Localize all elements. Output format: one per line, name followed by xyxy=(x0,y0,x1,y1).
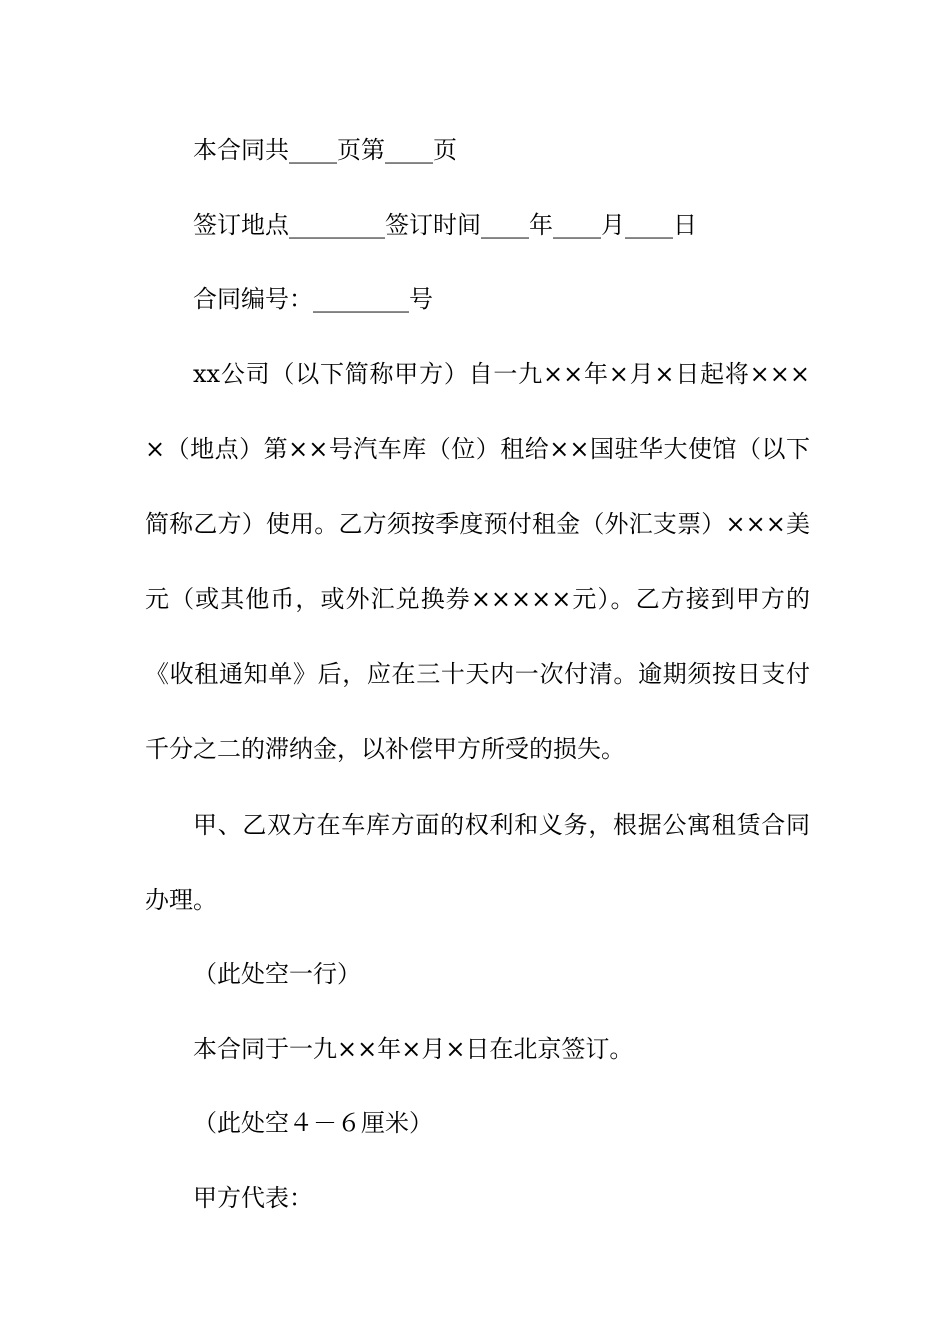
contract-number-line: 合同编号：________号 xyxy=(193,285,433,313)
party-a-representative-label: 甲方代表： xyxy=(193,1184,313,1212)
signing-date-line: 本合同于一九××年×月×日在北京签订。 xyxy=(193,1035,634,1063)
signing-place-time-line: 签订地点________签订时间____年____月____日 xyxy=(193,211,697,239)
blank-line-note: （此处空一行） xyxy=(193,960,361,988)
page-count-line: 本合同共____页第____页 xyxy=(193,136,457,164)
rights-obligations-paragraph: 甲、乙双方在车库方面的权利和义务，根据公寓租赁合同办理。 xyxy=(145,811,810,914)
blank-space-note: （此处空４－６厘米） xyxy=(193,1109,433,1137)
main-terms-paragraph: xx公司（以下简称甲方）自一九××年×月×日起将××××（地点）第××号汽车库（位）租给××国驻华大使馆（以下简称乙方）使用。乙方须按季度预付租金（外汇支票）×××美元（或其他币，或外汇兑换券×××××元）。乙方接到甲方的《收租通知单》后，应在三十天内一次付清。逾期须按日支付千分之二的滞纳金，以补偿甲方所受的损失。 xyxy=(145,360,810,763)
